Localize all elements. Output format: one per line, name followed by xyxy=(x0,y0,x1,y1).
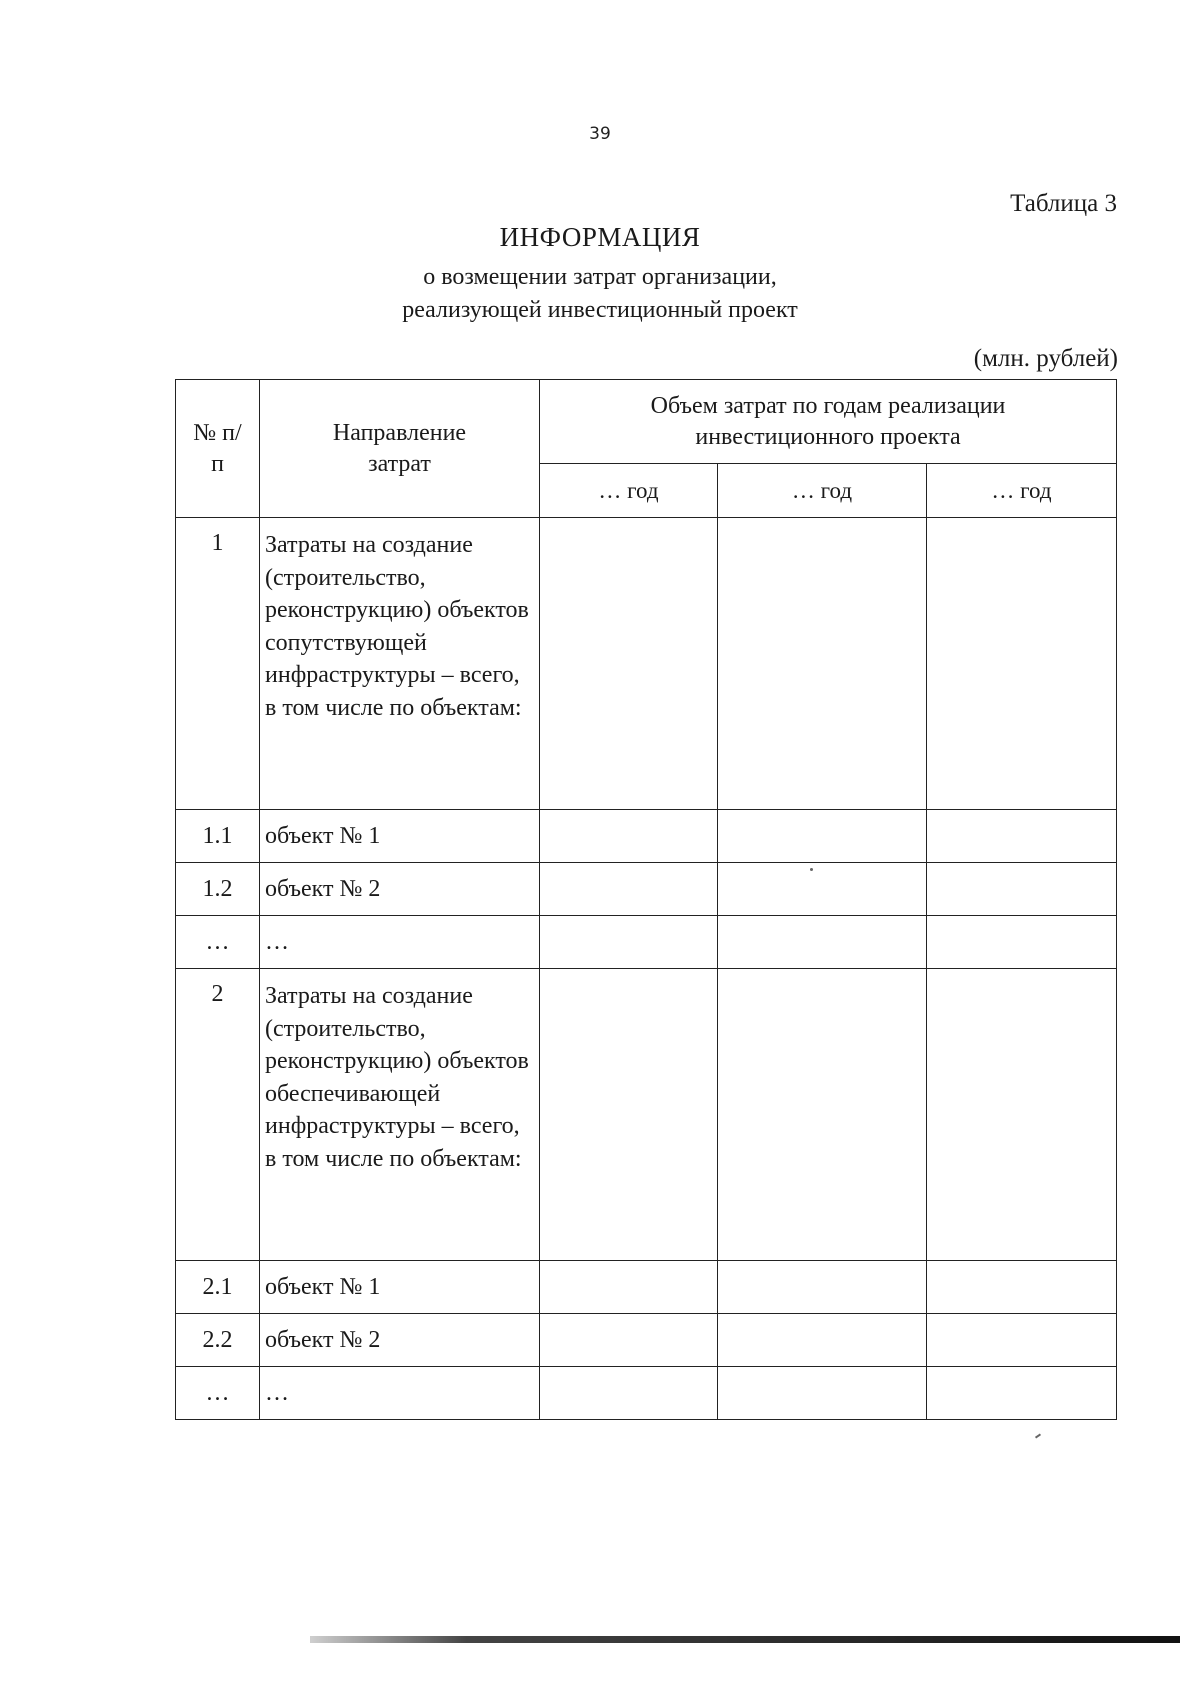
header-year-2: … год xyxy=(718,464,927,518)
row-number: 2.2 xyxy=(176,1314,260,1367)
value-cell xyxy=(927,916,1117,969)
row-number: 1.2 xyxy=(176,863,260,916)
header-direction: Направление затрат xyxy=(260,380,540,518)
value-cell xyxy=(927,518,1117,810)
table-row xyxy=(176,518,1117,810)
page-number: 39 xyxy=(589,124,611,144)
value-cell xyxy=(927,969,1117,1261)
row-number: … xyxy=(176,1367,260,1420)
table-row xyxy=(176,1314,1117,1367)
row-number: … xyxy=(176,916,260,969)
header-num: № п/п xyxy=(176,380,260,518)
scan-speck xyxy=(810,868,813,871)
value-cell xyxy=(718,1367,927,1420)
value-cell xyxy=(718,863,927,916)
row-direction: объект № 2 xyxy=(260,863,540,916)
table-body xyxy=(176,518,1117,1420)
value-cell xyxy=(540,916,718,969)
value-cell xyxy=(718,518,927,810)
value-cell xyxy=(540,518,718,810)
document-subtitle-line-2: реализующей инвестиционный проект xyxy=(402,297,798,323)
table-row xyxy=(176,1261,1117,1314)
row-direction: Затраты на создание (строительство, реконструкцию) объектов сопутствующей инфраструктуры – всего, в том числе по объектам: xyxy=(260,518,540,810)
value-cell xyxy=(540,810,718,863)
row-direction: … xyxy=(260,916,540,969)
value-cell xyxy=(927,1367,1117,1420)
value-cell xyxy=(540,969,718,1261)
row-direction: Затраты на создание (строительство, реконструкцию) объектов обеспечивающей инфраструктуры – всего, в том числе по объектам: xyxy=(260,969,540,1261)
table-row xyxy=(176,916,1117,969)
row-number: 1.1 xyxy=(176,810,260,863)
value-cell xyxy=(540,863,718,916)
table-row xyxy=(176,969,1117,1261)
value-cell xyxy=(540,1314,718,1367)
footer-rule xyxy=(310,1636,1180,1643)
value-cell xyxy=(927,1314,1117,1367)
table-row xyxy=(176,810,1117,863)
document-title: ИНФОРМАЦИЯ xyxy=(499,222,701,252)
value-cell xyxy=(927,863,1117,916)
table-label: Таблица 3 xyxy=(1010,190,1117,217)
table-row xyxy=(176,1367,1117,1420)
document-subtitle-line-1: о возмещении затрат организации, xyxy=(423,264,777,290)
value-cell xyxy=(540,1261,718,1314)
row-number: 2 xyxy=(176,969,260,1261)
header-year-1: … год xyxy=(540,464,718,518)
row-number: 2.1 xyxy=(176,1261,260,1314)
row-direction: … xyxy=(260,1367,540,1420)
cost-table xyxy=(175,379,1117,1420)
value-cell xyxy=(718,1314,927,1367)
value-cell xyxy=(540,1367,718,1420)
row-direction: объект № 1 xyxy=(260,810,540,863)
units-label: (млн. рублей) xyxy=(973,345,1118,372)
table-row xyxy=(176,863,1117,916)
row-number: 1 xyxy=(176,518,260,810)
value-cell xyxy=(718,916,927,969)
value-cell xyxy=(927,810,1117,863)
header-year-3: … год xyxy=(927,464,1117,518)
value-cell xyxy=(718,810,927,863)
value-cell xyxy=(718,1261,927,1314)
header-volume: Объем затрат по годам реализации инвестиционного проекта xyxy=(540,380,1117,464)
row-direction: объект № 2 xyxy=(260,1314,540,1367)
table-header xyxy=(176,380,1117,518)
scan-speck xyxy=(1035,1433,1041,1438)
value-cell xyxy=(718,969,927,1261)
value-cell xyxy=(927,1261,1117,1314)
row-direction: объект № 1 xyxy=(260,1261,540,1314)
